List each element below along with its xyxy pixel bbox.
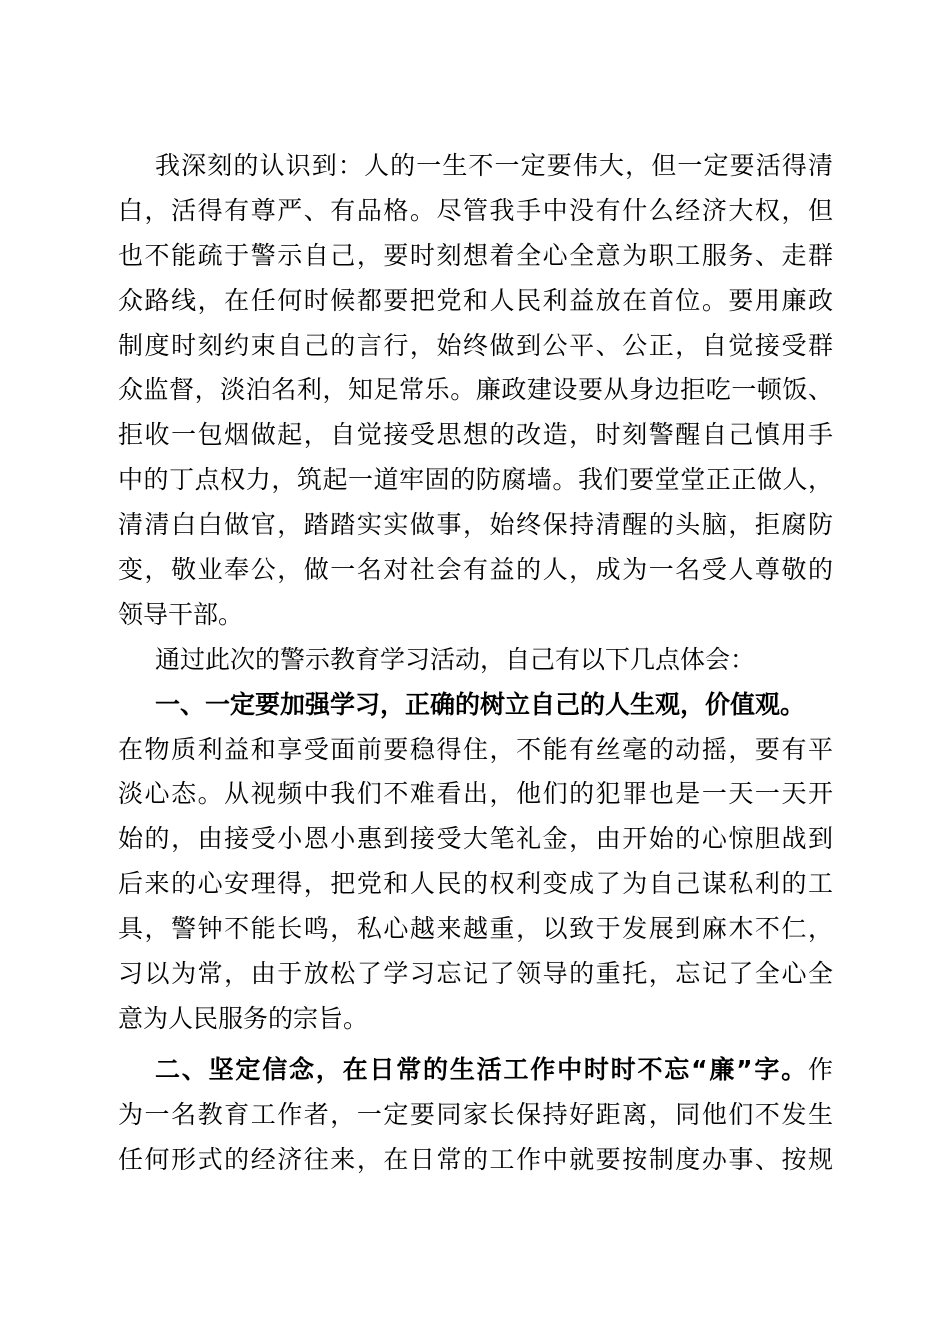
point-two-first-line — [118, 1048, 833, 1093]
text-line: 也不能疏于警示自己，要时刻想着全心全意为职工服务、走群 — [118, 240, 833, 270]
text-line: 为一名教育工作者，一定要同家长保持好距离，同他们不发生 — [118, 1099, 833, 1129]
text-line: 白，活得有尊严、有品格。尽管我手中没有什么经济大权，但 — [118, 195, 833, 225]
text-line: 变，敬业奉公，做一名对社会有益的人，成为一名受人尊敬的 — [118, 555, 833, 585]
point-two-first-line-rest: 作 — [807, 1054, 833, 1084]
text-line: 众监督，淡泊名利，知足常乐。廉政建设要从身边拒吃一顿饭、 — [118, 375, 833, 405]
point-two-heading: 二、坚定信念，在日常的生活工作中时时不忘“廉”字。 — [155, 1054, 808, 1084]
document-body — [118, 144, 833, 1182]
text-line: 在物质利益和享受面前要稳得住，不能有丝毫的动摇，要有平 — [118, 734, 833, 764]
point-one-section — [118, 683, 833, 1042]
text-line: 具，警钟不能长鸣，私心越来越重，以致于发展到麻木不仁， — [118, 914, 833, 944]
text-line: 中的丁点权力，筑起一道牢固的防腐墙。我们要堂堂正正做人， — [118, 465, 833, 495]
point-two-section — [118, 1048, 833, 1183]
text-line: 任何形式的经济往来，在日常的工作中就要按制度办事、按规 — [118, 1144, 833, 1174]
text-line: 通过此次的警示教育学习活动，自己有以下几点体会： — [155, 644, 756, 674]
text-line: 拒收一包烟做起，自觉接受思想的改造，时刻警醒自己慎用手 — [118, 420, 833, 450]
text-line: 始的，由接受小恩小惠到接受大笔礼金，由开始的心惊胆战到 — [118, 824, 833, 854]
text-line: 众路线，在任何时候都要把党和人民利益放在首位。要用廉政 — [118, 285, 833, 315]
paragraph-intro-points — [118, 638, 833, 683]
point-one-heading: 一、一定要加强学习，正确的树立自己的人生观，价值观。 — [155, 689, 806, 719]
text-line: 习以为常，由于放松了学习忘记了领导的重托，忘记了全心全 — [118, 959, 833, 989]
text-line: 制度时刻约束自己的言行，始终做到公平、公正，自觉接受群 — [118, 330, 833, 360]
text-line: 我深刻的认识到：人的一生不一定要伟大，但一定要活得清 — [155, 151, 833, 180]
paragraph-integrity-reflection — [118, 144, 833, 638]
text-line: 淡心态。从视频中我们不难看出，他们的犯罪也是一天一天开 — [118, 779, 833, 809]
text-line: 清清白白做官，踏踏实实做事，始终保持清醒的头脑，拒腐防 — [118, 510, 833, 540]
text-line: 后来的心安理得，把党和人民的权利变成了为自己谋私利的工 — [118, 869, 833, 899]
text-line: 领导干部。 — [118, 599, 244, 629]
text-line: 意为人民服务的宗旨。 — [118, 1003, 369, 1033]
